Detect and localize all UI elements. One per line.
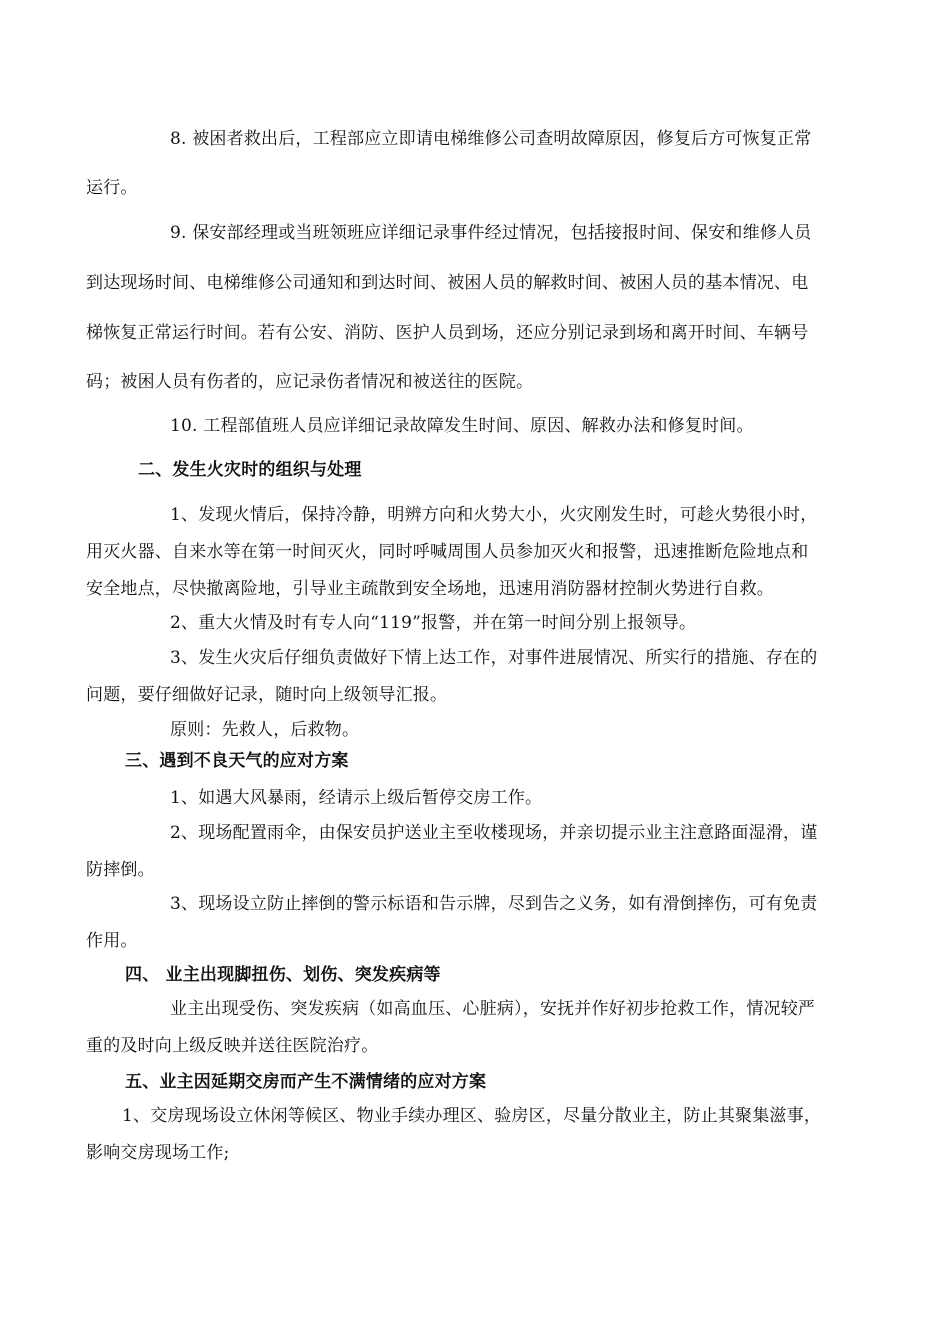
section4-p1-line1: 业主出现受伤、突发疾病（如高血压、心脏病），安抚并作好初步抢救工作，情况较严	[170, 999, 816, 1019]
section4-p1-line2: 重的及时向上级反映并送往医院治疗。	[86, 1036, 379, 1056]
item10-line1: 10. 工程部值班人员应详细记录故障发生时间、原因、解救办法和修复时间。	[170, 416, 754, 436]
section2-p3-line2: 问题，要仔细做好记录，随时向上级领导汇报。	[86, 685, 448, 705]
section2-p1-line3: 安全地点，尽快撤离险地，引导业主疏散到安全场地，迅速用消防器材控制火势进行自救。	[86, 579, 774, 599]
section2-heading: 二、发生火灾时的组织与处理	[138, 460, 362, 480]
item8-line1: 8. 被困者救出后，工程部应立即请电梯维修公司查明故障原因，修复后方可恢复正常	[170, 129, 812, 149]
section2-p2-line1: 2、重大火情及时有专人向“119”报警，并在第一时间分别上报领导。	[170, 613, 697, 633]
section3-p2-line1: 2、现场配置雨伞，由保安员护送业主至收楼现场，并亲切提示业主注意路面湿滑，谨	[170, 823, 818, 843]
section2-p3-line1: 3、发生火灾后仔细负责做好下情上达工作，对事件进展情况、所实行的措施、存在的	[170, 648, 818, 668]
item9-line3: 梯恢复正常运行时间。若有公安、消防、医护人员到场，还应分别记录到场和离开时间、车辆号	[86, 323, 809, 343]
section5-p1-line2: 影响交房现场工作;	[86, 1143, 230, 1163]
item9-line4: 码；被困人员有伤者的，应记录伤者情况和被送往的医院。	[86, 372, 534, 392]
section2-p1-line2: 用灭火器、自来水等在第一时间灭火，同时呼喊周围人员参加灭火和报警，迅速推断危险地点和	[86, 542, 809, 562]
section3-p3-line2: 作用。	[86, 931, 138, 951]
section4-heading: 四、 业主出现脚扭伤、划伤、突发疾病等	[125, 965, 441, 985]
section3-p3-line1: 3、现场设立防止摔倒的警示标语和告示牌，尽到告之义务，如有滑倒摔伤，可有免责	[170, 894, 818, 914]
section3-p2-line2: 防摔倒。	[86, 860, 155, 880]
item8-line2: 运行。	[86, 178, 138, 198]
item9-line2: 到达现场时间、电梯维修公司通知和到达时间、被困人员的解救时间、被困人员的基本情况、电	[86, 273, 809, 293]
section5-p1-line1: 1、交房现场设立休闲等候区、物业手续办理区、验房区，尽量分散业主，防止其聚集滋事，	[122, 1106, 822, 1126]
section2-p1-line1: 1、发现火情后，保持冷静，明辨方向和火势大小，火灾刚发生时，可趁火势很小时，	[170, 505, 818, 525]
section3-p1-line1: 1、如遇大风暴雨，经请示上级后暂停交房工作。	[170, 788, 543, 808]
section2-principle: 原则：先救人，后救物。	[170, 720, 360, 740]
section5-heading: 五、业主因延期交房而产生不满情绪的应对方案	[125, 1072, 487, 1092]
item9-line1: 9. 保安部经理或当班领班应详细记录事件经过情况，包括接报时间、保安和维修人员	[170, 223, 812, 243]
section3-heading: 三、遇到不良天气的应对方案	[125, 751, 349, 771]
